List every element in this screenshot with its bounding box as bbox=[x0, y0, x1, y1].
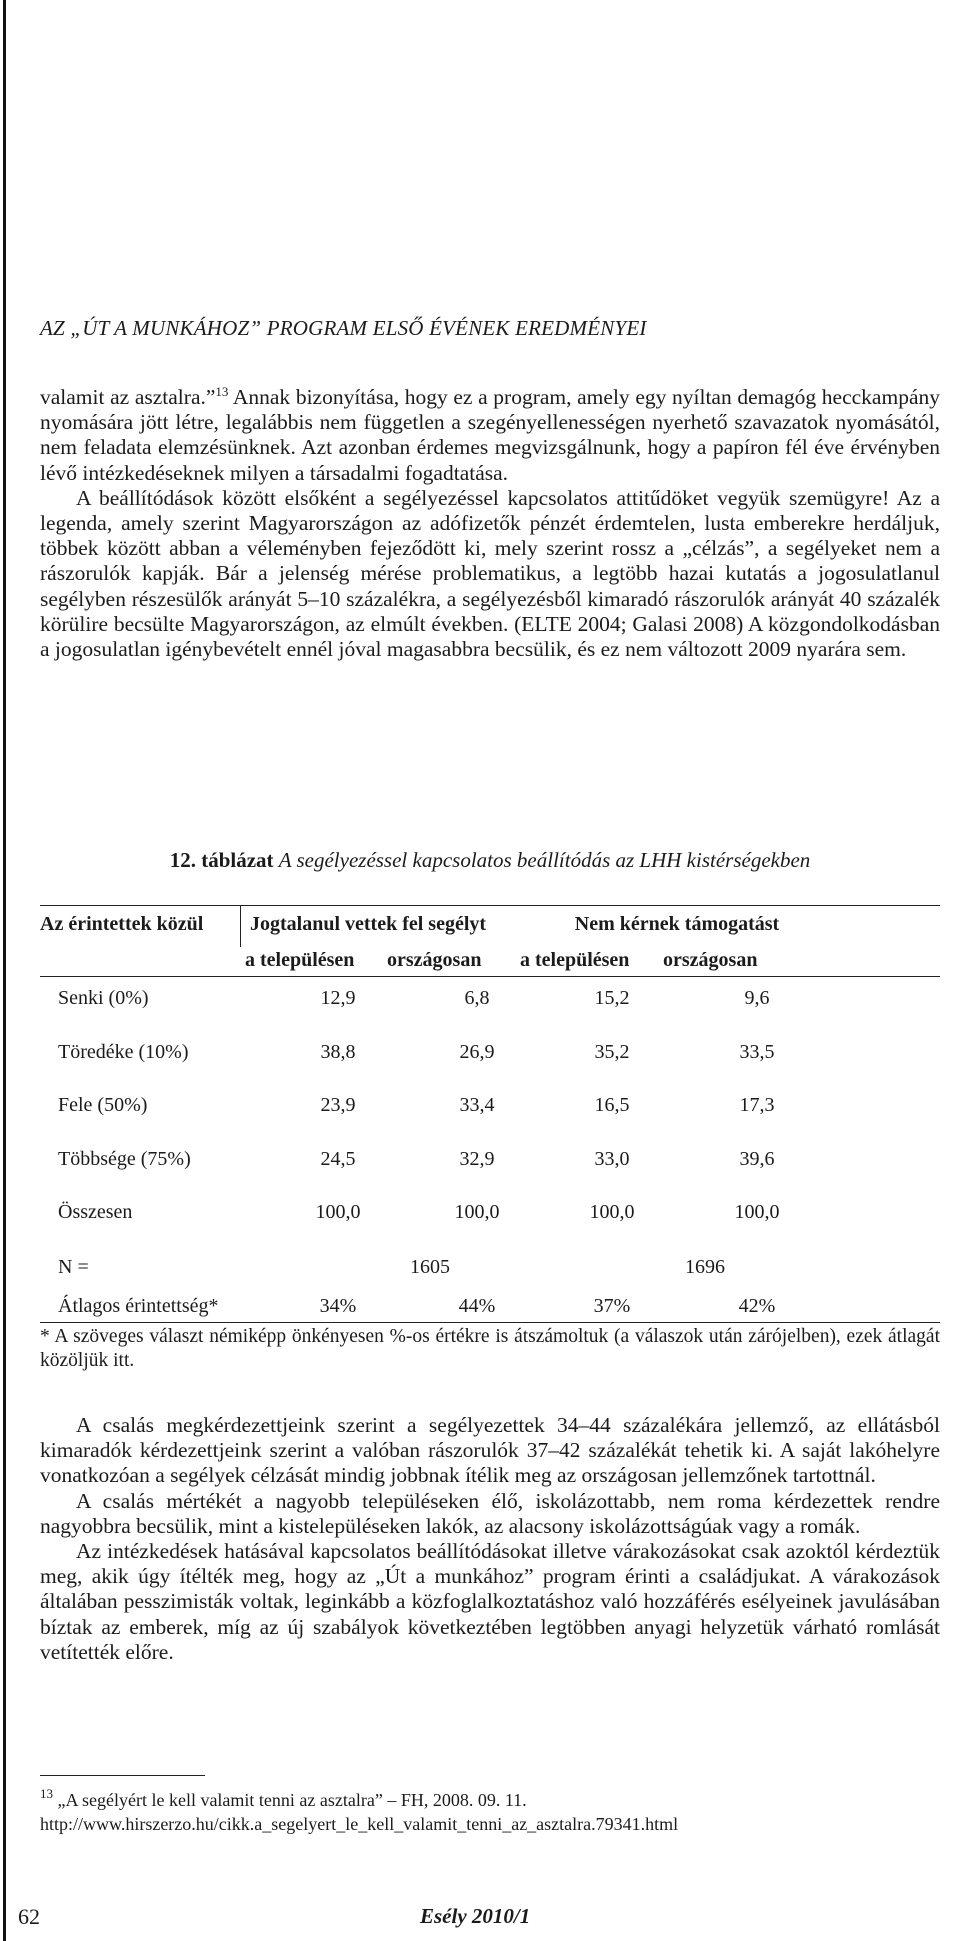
table-cell: 100,0 bbox=[734, 1201, 780, 1223]
running-head: AZ „ÚT A MUNKÁHOZ” PROGRAM ELSŐ ÉVÉNEK EREDMÉNYEI bbox=[40, 316, 647, 340]
table-note: * A szöveges választ némiképp önkényesen %-os értékre is átszámoltuk (a válaszok után zárójelben), ezek átlagát közöljük itt. bbox=[40, 1326, 940, 1371]
table-cell: 12,9 bbox=[320, 987, 356, 1009]
col-header-respondents: Az érintettek közül bbox=[40, 913, 204, 935]
page-margin-rule bbox=[3, 0, 6, 1941]
table-cell: 38,8 bbox=[320, 1041, 356, 1063]
row-label: Összesen bbox=[58, 1201, 133, 1223]
table-cell: 33,0 bbox=[594, 1148, 630, 1170]
row-label: Többsége (75%) bbox=[58, 1148, 191, 1170]
col-header-group2: Nem kérnek támogatást bbox=[574, 913, 780, 935]
table-bottom-rule bbox=[40, 1322, 940, 1323]
table-cell: 32,9 bbox=[459, 1148, 495, 1170]
n-value-group1: 1605 bbox=[410, 1256, 450, 1278]
footnote-number: 13 bbox=[40, 1786, 53, 1801]
footnote-text: „A segélyért le kell valamit tenni az asztalra” – FH, 2008. 09. 11. http://www.hirszerzo.hu/cikk.a_segelyert_le_kell_valamit_tenni_az_asztalra.79341.html bbox=[40, 1790, 679, 1834]
paragraph: A csalás mértékét a nagyobb településeken élő, iskolázottabb, nem roma kérdezettek rendre nagyobbra becsülik, mint a kistelepüléseken lakók, az alacsony iskolázottságúak vagy a romák. bbox=[40, 1488, 940, 1538]
table-cell: 100,0 bbox=[454, 1201, 500, 1223]
paragraph bbox=[40, 385, 940, 486]
average-value: 34% bbox=[319, 1295, 357, 1317]
n-value-group2: 1696 bbox=[685, 1256, 725, 1278]
table-cell: 16,5 bbox=[594, 1094, 630, 1116]
journal-title: Esély 2010/1 bbox=[420, 1904, 531, 1928]
body-text-lower bbox=[40, 1413, 940, 1665]
average-label: Átlagos érintettség* bbox=[58, 1295, 219, 1317]
table-cell: 26,9 bbox=[459, 1041, 495, 1063]
paragraph: A csalás megkérdezettjeink szerint a segélyezettek 34–44 százalékára jellemző, az ellátásból kimaradók kérdezettjeink szerint a valóban rászorulók 37–42 százalékát tehetik ki. A saját lakóhelyre vonatkozóan a segélyek célzását mindig jobbnak ítélik meg az országosan jellemzőnek tartottnál. bbox=[40, 1413, 940, 1488]
table-cell: 9,6 bbox=[744, 987, 770, 1009]
average-value: 44% bbox=[458, 1295, 496, 1317]
paragraph: A beállítódások között elsőként a segélyezéssel kapcsolatos attitűdöket vegyük szemügyre! Az a legenda, amely szerint Magyarországon az adófizetők pénzét érdemtelen, lusta emberekre herdáljuk, többek között abban a véleményben fejeződött ki, mely szerint rossz a „célzás”, a segélyeket nem a rászorulók kapják. Bár a jelenség mérése problematikus, a legtöbb hazai kutatás a jogosulatlanul segélyben részesülők arányát 5–10 százalékra, a segélyezésből kimaradó rászorulók arányát 40 százalék körülire becsülte Magyarországon, az elmúlt években. (ELTE 2004; Galasi 2008) A közgondolkodásban a jogosulatlan igénybevételt ennél jóval magasabbra becsülik, és ez nem változott 2009 nyarára sem. bbox=[40, 485, 940, 662]
table-cell: 6,8 bbox=[464, 987, 490, 1009]
average-value: 42% bbox=[738, 1295, 776, 1317]
table-header-rule bbox=[40, 976, 940, 977]
footnote-ref: 13 bbox=[215, 384, 229, 399]
footnote-rule bbox=[40, 1775, 205, 1776]
table-cell: 23,9 bbox=[320, 1094, 356, 1116]
row-label: Töredéke (10%) bbox=[58, 1041, 189, 1063]
sub-header-local: a településen bbox=[245, 949, 355, 971]
row-label: Fele (50%) bbox=[58, 1094, 148, 1116]
average-value: 37% bbox=[593, 1295, 631, 1317]
page-number: 62 bbox=[18, 1904, 40, 1929]
table-cell: 17,3 bbox=[739, 1094, 775, 1116]
table-cell: 33,4 bbox=[459, 1094, 495, 1116]
table-caption-number: 12. táblázat bbox=[169, 848, 274, 872]
paragraph-text: Annak bizonyítása, hogy ez a program, amely egy nyíltan demagóg hecckampány nyomására jött létre, legalábbis nem független a szegényellenességen nyerhető szavazatok nyomásától, nem feladata elemzésünknek. Azt azonban érdemes megvizsgálnunk, hogy a papíron fél éve érvényben lévő intézkedéseknek milyen a társadalmi fogadtatása. bbox=[40, 385, 940, 485]
col-header-group1: Jogtalanul vettek fel segélyt bbox=[250, 913, 487, 935]
table-caption-title: A segélyezéssel kapcsolatos beállítódás az LHH kistérségekben bbox=[278, 848, 811, 872]
sub-header-national: országosan bbox=[387, 949, 482, 971]
n-label: N = bbox=[58, 1256, 89, 1278]
table-cell: 100,0 bbox=[315, 1201, 361, 1223]
table-cell: 100,0 bbox=[589, 1201, 635, 1223]
table-cell: 35,2 bbox=[594, 1041, 630, 1063]
paragraph-text: valamit az asztalra.” bbox=[40, 385, 216, 409]
table-cell: 24,5 bbox=[320, 1148, 356, 1170]
body-text-upper bbox=[40, 385, 940, 662]
sub-header-local: a településen bbox=[520, 949, 630, 971]
sub-header-national: országosan bbox=[663, 949, 758, 971]
table-caption bbox=[40, 848, 940, 873]
table-cell: 39,6 bbox=[739, 1148, 775, 1170]
table-cell: 15,2 bbox=[594, 987, 630, 1009]
table-header-divider bbox=[240, 905, 241, 947]
footnote bbox=[40, 1788, 940, 1836]
table-cell: 33,5 bbox=[739, 1041, 775, 1063]
paragraph: Az intézkedések hatásával kapcsolatos beállítódásokat illetve várakozásokat csak azoktól kérdeztük meg, akik úgy ítélték meg, hogy az „Út a munkához” program érinti a családjukat. A várakozások általában pesszimisták voltak, leginkább a közfoglalkoztatáshoz való hozzáférés esélyeinek javulásában bíztak az emberek, míg az új szabályok következtében legtöbben anyagi helyzetük várható romlását vetítették előre. bbox=[40, 1539, 940, 1664]
table-top-rule bbox=[40, 905, 940, 906]
row-label: Senki (0%) bbox=[58, 987, 149, 1009]
